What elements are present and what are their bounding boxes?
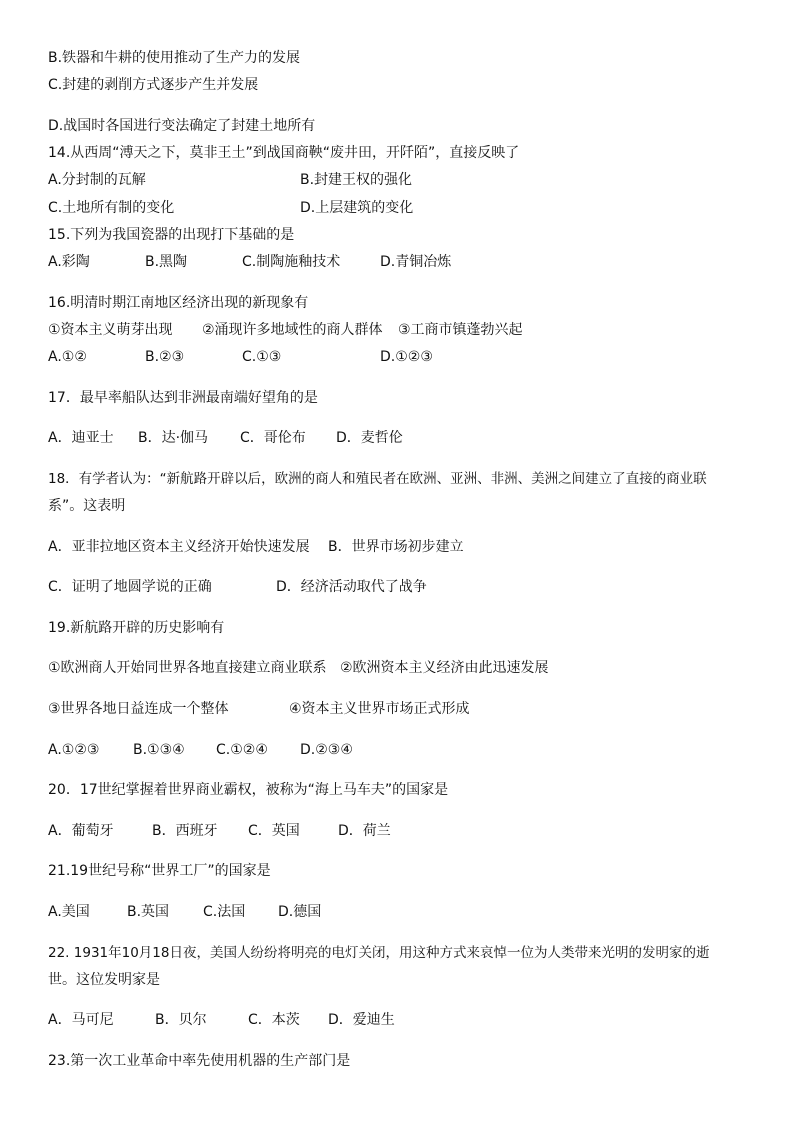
q13-option-b: B.铁器和牛耕的使用推动了生产力的发展 (48, 50, 301, 66)
q19-stem: 19.新航路开辟的历史影响有 (48, 620, 225, 636)
q16-option-c: C.①③ (242, 349, 282, 365)
q21-option-c: C.法国 (203, 904, 246, 920)
q17-stem: 17．最早率船队达到非洲最南端好望角的是 (48, 390, 318, 406)
q19-statement-2: ②欧洲资本主义经济由此迅速发展 (340, 660, 549, 676)
q18-stem-line-1: 18．有学者认为：“新航路开辟以后，欧洲的商人和殖民者在欧洲、亚洲、非洲、美洲之间建立了直接的商业联 (48, 471, 707, 487)
q14-option-a: A.分封制的瓦解 (48, 172, 146, 188)
q22-option-a: A．马可尼 (48, 1012, 114, 1028)
q16-statement-2: ②涌现许多地域性的商人群体 (202, 322, 383, 338)
q19-option-d: D.②③④ (300, 742, 353, 758)
q15-option-a: A.彩陶 (48, 254, 90, 270)
q18-option-d: D．经济活动取代了战争 (276, 579, 427, 595)
q18-option-c: C．证明了地圆学说的正确 (48, 579, 212, 595)
q21-option-b: B.英国 (127, 904, 170, 920)
q17-option-d: D．麦哲伦 (336, 430, 403, 446)
q19-option-b: B.①③④ (133, 742, 185, 758)
q17-option-a: A．迪亚士 (48, 430, 114, 446)
q17-option-b: B．达·伽马 (138, 430, 209, 446)
q16-statement-1: ①资本主义萌芽出现 (48, 322, 173, 338)
q16-option-b: B.②③ (145, 349, 185, 365)
q22-stem-line-1: 22. 1931年10月18日夜，美国人纷纷将明亮的电灯关闭，用这种方式来哀悼一位为人类带来光明的发明家的逝 (48, 945, 710, 961)
q15-stem: 15.下列为我国瓷器的出现打下基础的是 (48, 227, 295, 243)
q14-stem: 14.从西周“溥天之下，莫非王土”到战国商鞅“废井田，开阡陌”，直接反映了 (48, 145, 520, 161)
q13-option-c: C.封建的剥削方式逐步产生并发展 (48, 77, 259, 93)
q21-stem: 21.19世纪号称“世界工厂”的国家是 (48, 863, 271, 879)
q18-option-a: A．亚非拉地区资本主义经济开始快速发展 (48, 539, 310, 555)
q18-option-b: B．世界市场初步建立 (328, 539, 464, 555)
q15-option-d: D.青铜冶炼 (380, 254, 452, 270)
q19-option-a: A.①②③ (48, 742, 100, 758)
q13-option-d: D.战国时各国进行变法确定了封建土地所有 (48, 118, 316, 134)
q22-option-c: C．本茨 (248, 1012, 300, 1028)
q21-option-a: A.美国 (48, 904, 90, 920)
q19-statement-1: ①欧洲商人开始同世界各地直接建立商业联系 (48, 660, 327, 676)
q14-option-d: D.上层建筑的变化 (300, 200, 414, 216)
q15-option-c: C.制陶施釉技术 (242, 254, 341, 270)
q22-option-d: D．爱迪生 (328, 1012, 395, 1028)
q14-option-b: B.封建王权的强化 (300, 172, 413, 188)
q19-statement-3: ③世界各地日益连成一个整体 (48, 701, 229, 717)
q16-stem: 16.明清时期江南地区经济出现的新现象有 (48, 295, 309, 311)
q16-option-a: A.①② (48, 349, 87, 365)
q16-statement-3: ③工商市镇蓬勃兴起 (398, 322, 523, 338)
q20-option-d: D．荷兰 (338, 823, 391, 839)
q20-option-c: C．英国 (248, 823, 300, 839)
q22-stem-line-2: 世。这位发明家是 (48, 972, 160, 988)
q18-stem-line-2: 系”。这表明 (48, 498, 126, 514)
q15-option-b: B.黑陶 (145, 254, 188, 270)
q17-option-c: C．哥伦布 (240, 430, 306, 446)
q19-statement-4: ④资本主义世界市场正式形成 (289, 701, 470, 717)
q19-option-c: C.①②④ (216, 742, 268, 758)
q14-option-c: C.土地所有制的变化 (48, 200, 175, 216)
q16-option-d: D.①②③ (380, 349, 433, 365)
q20-stem: 20．17世纪掌握着世界商业霸权，被称为“海上马车夫”的国家是 (48, 782, 449, 798)
q21-option-d: D.德国 (278, 904, 322, 920)
q20-option-a: A．葡萄牙 (48, 823, 114, 839)
q23-stem: 23.第一次工业革命中率先使用机器的生产部门是 (48, 1053, 351, 1069)
q22-option-b: B．贝尔 (155, 1012, 207, 1028)
q20-option-b: B．西班牙 (152, 823, 218, 839)
